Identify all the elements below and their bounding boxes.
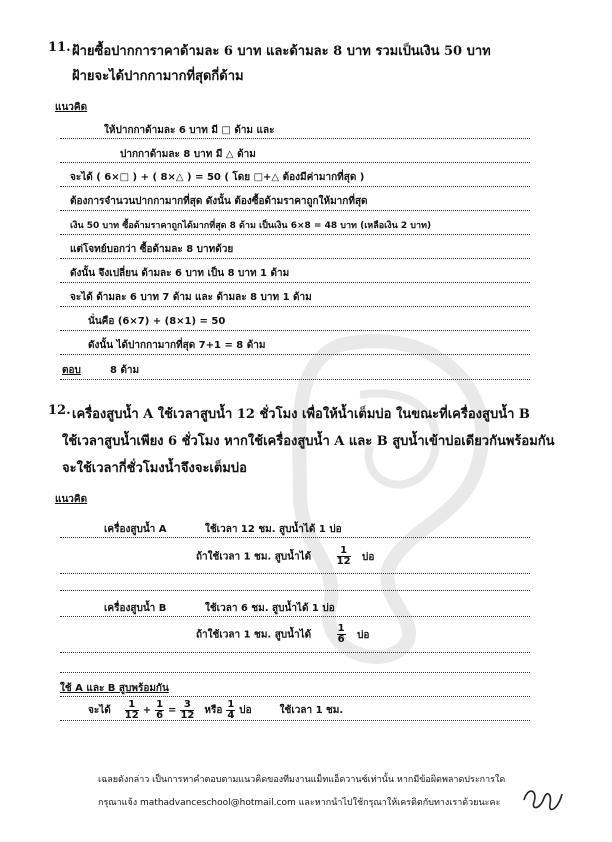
pumpB-line2-suffix: บ่อ: [357, 629, 370, 641]
fraction-denominator: 6: [156, 710, 164, 721]
fraction-numerator: 1: [156, 699, 164, 710]
dotted-line: [60, 672, 530, 673]
pumpB-line2: [196, 624, 369, 645]
fraction-denominator: 12: [124, 710, 139, 721]
dotted-line: [60, 138, 530, 139]
q12-line1: เครื่องสูบน้ำ A ใช้เวลาสูบน้ำ 12 ชั่วโมง เพื่อให้น้ำเต็มบ่อ ในขณะที่เครื่องสูบน้ำ B: [72, 407, 530, 422]
pumpB-line1: ใช้เวลา 6 ชม. สูบน้ำได้ 1 บ่อ: [205, 603, 335, 614]
dotted-line: [60, 590, 530, 591]
dotted-line: [60, 379, 530, 380]
dotted-line: [60, 537, 530, 538]
q11-work-3: จะได้ ( 6×□ ) + ( 8×△ ) = 50 ( โดย □+△ ต้องมีค่ามากที่สุด ): [70, 172, 365, 183]
dotted-line: [60, 720, 530, 721]
dotted-line: [60, 234, 530, 235]
footer-line1: เฉลยดังกล่าว เป็นการหาคำตอบตามแนวคิดของทีมงานแม็ทแอ็ดวานซ์เท่านั้น หากมีข้อผิดพลาดประการใด: [98, 775, 506, 785]
combined-result-line: [88, 700, 343, 721]
dotted-line: [60, 330, 530, 331]
fraction-1-6: [155, 700, 164, 721]
q11-work-10: ดังนั้น ได้ปากกามากที่สุด 7+1 = 8 ด้าม: [88, 340, 266, 351]
footer-line2: กรุณาแจ้ง mathadvanceschool@hotmail.com และหากนำไปใช้กรุณาให้เครดิตกับทางเราด้วยนะคะ: [98, 798, 501, 808]
fraction-denominator: 12: [180, 710, 195, 721]
combined-label: ใช้ A และ B สูบพร้อมกัน: [60, 683, 169, 694]
pumpA-fraction: [337, 546, 351, 567]
pumpB-line2-prefix: ถ้าใช้เวลา 1 ชม. สูบน้ำได้: [196, 629, 312, 641]
dotted-line: [60, 616, 530, 617]
dotted-line: [60, 652, 530, 653]
plus-sign: +: [142, 705, 152, 716]
q11-work-5: เงิน 50 บาท ซื้อด้ามราคาถูกได้มากที่สุด 8 ด้าม เป็นเงิน 6×8 = 48 บาท (เหลือเงิน 2 บาท): [70, 221, 432, 231]
q11-work-9: นั่นคือ (6×7) + (8×1) = 50: [88, 316, 226, 327]
fraction-numerator: 1: [337, 546, 351, 557]
fraction-1-12: [125, 700, 139, 721]
dotted-line: [60, 162, 530, 163]
q12-line3: จะใช้เวลากี่ชั่วโมงน้ำจึงจะเต็มบ่อ: [62, 461, 247, 476]
dotted-line: [60, 696, 530, 697]
q11-work-7: ดังนั้น จึงเปลี่ยน ด้ามละ 6 บาท เป็น 8 บาท 1 ด้าม: [70, 268, 290, 279]
fraction-numerator: 1: [337, 623, 345, 634]
q11-work-4: ต้องการจำนวนปากกามากที่สุด ดังนั้น ต้องซื้อด้ามราคาถูกให้มากที่สุด: [70, 196, 368, 207]
dotted-line: [60, 282, 530, 283]
q11-method-label: แนวคิด: [55, 102, 88, 113]
q11-line1: ฝ้ายซื้อปากการาคาด้ามละ 6 บาท และด้ามละ 8 บาท รวมเป็นเงิน 50 บาท: [72, 44, 491, 59]
q12-number: 12.: [48, 403, 71, 418]
q12-method-label: แนวคิด: [55, 494, 88, 505]
dotted-line: [60, 306, 530, 307]
q11-line2: ฝ้ายจะได้ปากกามากที่สุดกี่ด้าม: [72, 69, 244, 84]
dotted-line: [60, 354, 530, 355]
q11-answer: 8 ด้าม: [110, 365, 140, 376]
q11-work-2: ปากกาด้ามละ 8 บาท มี △ ด้าม: [120, 149, 256, 160]
dotted-line: [60, 210, 530, 211]
fraction-3-12: [180, 700, 194, 721]
q11-answer-label: ตอบ: [62, 365, 81, 376]
pumpA-line2-suffix: บ่อ: [362, 551, 375, 563]
pumpB-fraction: [337, 624, 346, 645]
dotted-line: [60, 258, 530, 259]
fraction-denominator: 12: [336, 556, 351, 567]
q11-work-8: จะได้ ด้ามละ 6 บาท 7 ด้าม และ ด้ามละ 8 บาท 1 ด้าม: [70, 292, 312, 303]
fraction-denominator: 4: [227, 710, 235, 721]
fraction-1-4: [226, 700, 235, 721]
pumpA-line2-prefix: ถ้าใช้เวลา 1 ชม. สูบน้ำได้: [196, 551, 312, 563]
pumpB-label: เครื่องสูบน้ำ B: [104, 603, 167, 614]
fraction-numerator: 3: [180, 700, 194, 711]
result-time: ใช้เวลา 1 ชม.: [279, 705, 344, 716]
result-unit: บ่อ: [239, 705, 252, 716]
or-word: หรือ: [204, 705, 223, 716]
fraction-numerator: 1: [227, 699, 235, 710]
q11-work-1: ให้ปากกาด้ามละ 6 บาท มี □ ด้าม และ: [104, 125, 275, 136]
pumpA-line2: [196, 546, 374, 567]
q11-number: 11.: [48, 40, 71, 55]
fraction-denominator: 6: [337, 634, 345, 645]
dotted-line: [60, 186, 530, 187]
q11-work-6: แต่โจทย์บอกว่า ซื้อด้ามละ 8 บาทด้วย: [70, 244, 234, 255]
pumpA-line1: ใช้เวลา 12 ชม. สูบน้ำได้ 1 บ่อ: [205, 524, 342, 535]
dotted-line: [60, 573, 530, 574]
pumpA-label: เครื่องสูบน้ำ A: [104, 524, 167, 535]
result-prefix: จะได้: [88, 705, 111, 716]
fraction-numerator: 1: [125, 700, 139, 711]
signature-mark: [520, 780, 565, 818]
equals-sign: =: [168, 705, 177, 716]
q12-line2: ใช้เวลาสูบน้ำเพียง 6 ชั่วโมง หากใช้เครื่องสูบน้ำ A และ B สูบน้ำเข้าบ่อเดียวกันพร้อมกัน: [62, 434, 555, 449]
